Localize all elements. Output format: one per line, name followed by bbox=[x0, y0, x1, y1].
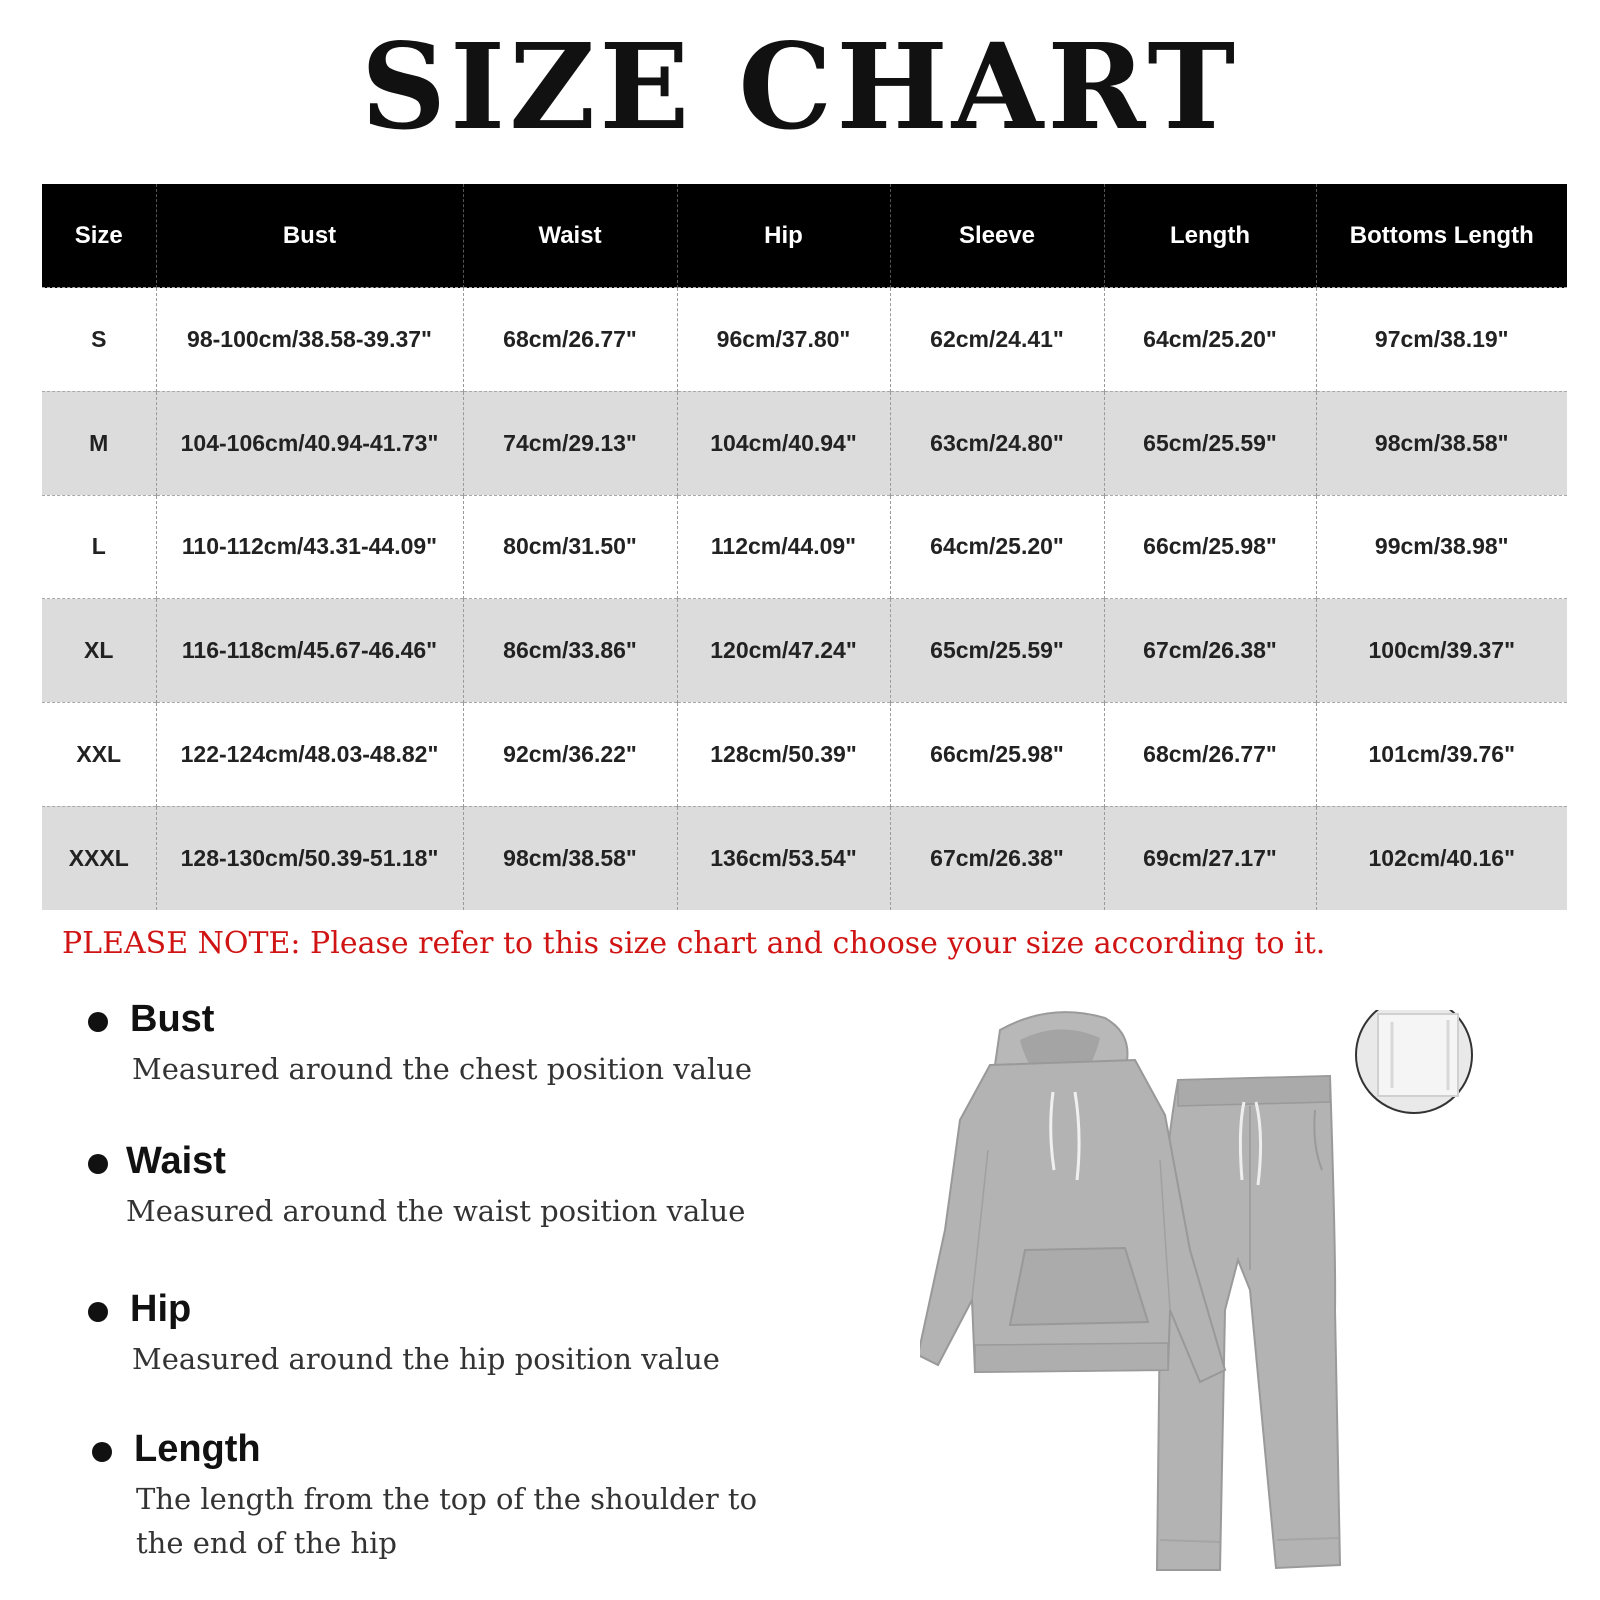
cell-bottoms-length: 98cm/38.58" bbox=[1316, 391, 1567, 495]
cell-length: 64cm/25.20" bbox=[1104, 288, 1316, 392]
table-row bbox=[42, 806, 1567, 910]
cell-bust: 116-118cm/45.67-46.46" bbox=[156, 599, 463, 703]
cell-size: XL bbox=[42, 599, 156, 703]
table-row bbox=[42, 702, 1567, 806]
cell-waist: 98cm/38.58" bbox=[463, 806, 677, 910]
term-name: Bust bbox=[130, 998, 215, 1040]
cell-size: XXXL bbox=[42, 806, 156, 910]
cell-size: M bbox=[42, 391, 156, 495]
table-row bbox=[42, 599, 1567, 703]
cell-hip: 104cm/40.94" bbox=[677, 391, 890, 495]
cell-bust: 98-100cm/38.58-39.37" bbox=[156, 288, 463, 392]
cell-hip: 96cm/37.80" bbox=[677, 288, 890, 392]
table-row bbox=[42, 288, 1567, 392]
size-note: PLEASE NOTE: Please refer to this size chart and choose your size according to it. bbox=[62, 926, 1326, 961]
term-name: Hip bbox=[130, 1288, 192, 1330]
cell-size: XXL bbox=[42, 702, 156, 806]
header-size: Size bbox=[42, 184, 156, 288]
header-bottoms-length: Bottoms Length bbox=[1316, 184, 1567, 288]
cell-waist: 86cm/33.86" bbox=[463, 599, 677, 703]
cell-sleeve: 66cm/25.98" bbox=[890, 702, 1104, 806]
cell-length: 69cm/27.17" bbox=[1104, 806, 1316, 910]
cell-hip: 128cm/50.39" bbox=[677, 702, 890, 806]
term-desc: Measured around the chest position value bbox=[132, 1052, 753, 1086]
tracksuit-illustration bbox=[920, 1010, 1540, 1590]
table-row bbox=[42, 495, 1567, 599]
cell-sleeve: 67cm/26.38" bbox=[890, 806, 1104, 910]
cell-bust: 122-124cm/48.03-48.82" bbox=[156, 702, 463, 806]
cell-size: L bbox=[42, 495, 156, 599]
cell-sleeve: 65cm/25.59" bbox=[890, 599, 1104, 703]
cell-bust: 128-130cm/50.39-51.18" bbox=[156, 806, 463, 910]
cell-bust: 104-106cm/40.94-41.73" bbox=[156, 391, 463, 495]
cell-hip: 136cm/53.54" bbox=[677, 806, 890, 910]
term-name: Length bbox=[134, 1428, 261, 1470]
cell-waist: 92cm/36.22" bbox=[463, 702, 677, 806]
term-desc: The length from the top of the shoulder to the end of the hip bbox=[136, 1482, 758, 1560]
cell-bottoms-length: 99cm/38.98" bbox=[1316, 495, 1567, 599]
term-desc: Measured around the hip position value bbox=[132, 1342, 720, 1376]
cell-bottoms-length: 97cm/38.19" bbox=[1316, 288, 1567, 392]
cell-sleeve: 62cm/24.41" bbox=[890, 288, 1104, 392]
cell-hip: 120cm/47.24" bbox=[677, 599, 890, 703]
header-waist: Waist bbox=[463, 184, 677, 288]
term-name: Waist bbox=[126, 1140, 226, 1182]
header-hip: Hip bbox=[677, 184, 890, 288]
cell-bottoms-length: 101cm/39.76" bbox=[1316, 702, 1567, 806]
bullet-dot-icon bbox=[88, 1012, 108, 1032]
table-row bbox=[42, 391, 1567, 495]
table-header-row bbox=[42, 184, 1567, 288]
header-length: Length bbox=[1104, 184, 1316, 288]
cell-length: 68cm/26.77" bbox=[1104, 702, 1316, 806]
cell-sleeve: 64cm/25.20" bbox=[890, 495, 1104, 599]
cell-length: 65cm/25.59" bbox=[1104, 391, 1316, 495]
hoodie-illustration bbox=[920, 1012, 1225, 1382]
cell-length: 67cm/26.38" bbox=[1104, 599, 1316, 703]
cell-waist: 74cm/29.13" bbox=[463, 391, 677, 495]
fabric-detail-icon bbox=[1356, 1010, 1472, 1113]
cell-bottoms-length: 102cm/40.16" bbox=[1316, 806, 1567, 910]
page-title: SIZE CHART bbox=[360, 17, 1240, 156]
cell-length: 66cm/25.98" bbox=[1104, 495, 1316, 599]
cell-size: S bbox=[42, 288, 156, 392]
cell-bottoms-length: 100cm/39.37" bbox=[1316, 599, 1567, 703]
cell-bust: 110-112cm/43.31-44.09" bbox=[156, 495, 463, 599]
header-sleeve: Sleeve bbox=[890, 184, 1104, 288]
cell-sleeve: 63cm/24.80" bbox=[890, 391, 1104, 495]
header-bust: Bust bbox=[156, 184, 463, 288]
cell-hip: 112cm/44.09" bbox=[677, 495, 890, 599]
cell-waist: 80cm/31.50" bbox=[463, 495, 677, 599]
cell-waist: 68cm/26.77" bbox=[463, 288, 677, 392]
bullet-dot-icon bbox=[88, 1154, 108, 1174]
bullet-dot-icon bbox=[92, 1442, 112, 1462]
bullet-dot-icon bbox=[88, 1302, 108, 1322]
term-desc: Measured around the waist position value bbox=[126, 1194, 746, 1228]
size-table bbox=[42, 184, 1567, 910]
